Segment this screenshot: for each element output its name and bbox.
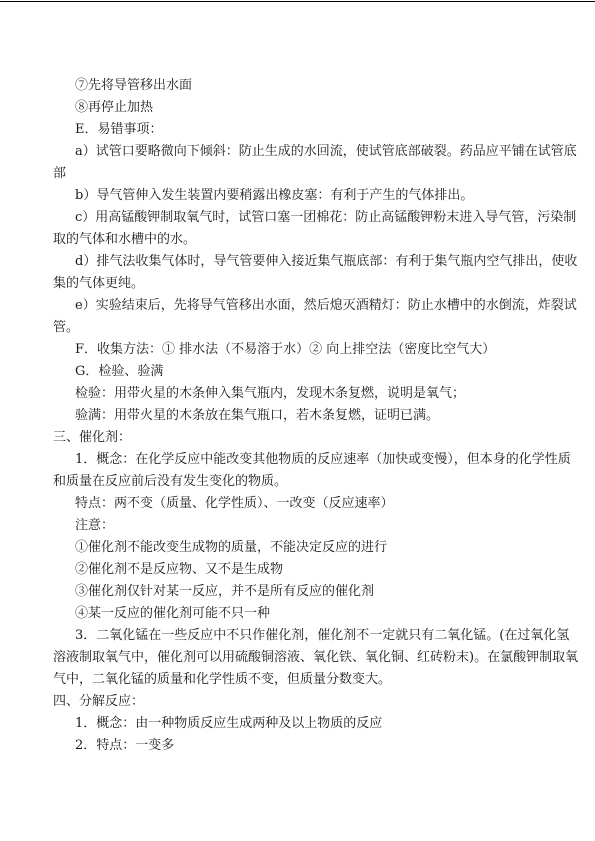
text-line: c）用高锰酸钾制取氧气时，试管口塞一团棉花：防止高锰酸钾粉末进入导气管，污染制 [75,210,577,225]
text-line: 取的气体和水槽中的水。 [53,232,197,247]
text-line: 气中，二氧化锰的质量和化学性质不变，但质量分数变大。 [53,672,392,687]
text-line: 溶液制取氧气中，催化剂可以用硫酸铜溶液、氧化铁、氧化铜、红砖粉末)。在氯酸钾制取氧 [53,650,579,665]
text-line: ②催化剂不是反应物、又不是生成物 [75,562,284,577]
text-line: 3．二氧化锰在一些反应中不只作催化剂，催化剂不一定就只有二氧化锰。(在过氧化氢 [75,628,570,643]
text-line: 2．特点：一变多 [75,738,175,753]
text-line: d）排气法收集气体时，导气管要伸入接近集气瓶底部：有利于集气瓶内空气排出，使收 [75,254,578,269]
text-line: 管。 [53,320,80,335]
section-heading: 三、催化剂： [53,430,132,445]
text-line: ⑦先将导管移出水面 [75,78,193,93]
text-line: 部 [53,166,67,181]
text-line: ③催化剂仅针对某一反应，并不是所有反应的催化剂 [75,584,375,599]
text-line: 集的气体更纯。 [53,276,145,291]
text-line: b）导气管伸入发生装置内要稍露出橡皮塞：有利于产生的气体排出。 [75,188,474,203]
text-line: G．检验、验满 [75,364,164,379]
text-line: 1．概念：由一种物质反应生成两种及以上物质的反应 [75,716,383,731]
text-line: F．收集方法：① 排水法（不易溶于水）② 向上排空法（密度比空气大） [75,342,496,357]
text-line: e）实验结束后，先将导气管移出水面，然后熄灭酒精灯：防止水槽中的水倒流，炸裂试 [75,298,577,313]
section-heading: 四、分解反应： [53,694,145,709]
text-line: ①催化剂不能改变生成物的质量，不能决定反应的进行 [75,540,388,555]
text-line: ④某一反应的催化剂可能不只一种 [75,606,271,621]
text-line: a）试管口要略微向下倾斜：防止生成的水回流，使试管底部破裂。药品应平铺在试管底 [75,144,577,159]
text-line: 验满：用带火星的木条放在集气瓶口，若木条复燃，证明已满。 [75,408,440,423]
text-line: 检验：用带火星的木条伸入集气瓶内，发现木条复燃，说明是氧气； [75,386,466,401]
text-line: 注意： [75,518,115,533]
text-line: 和质量在反应前后没有发生变化的物质。 [53,474,288,489]
text-line: ⑧再停止加热 [75,100,154,115]
section-heading: E．易错事项： [75,122,163,137]
text-line: 1．概念：在化学反应中能改变其他物质的反应速率（加快或变慢），但本身的化学性质 [75,452,571,467]
text-line: 特点：两不变（质量、化学性质）、一改变（反应速率） [75,496,394,511]
